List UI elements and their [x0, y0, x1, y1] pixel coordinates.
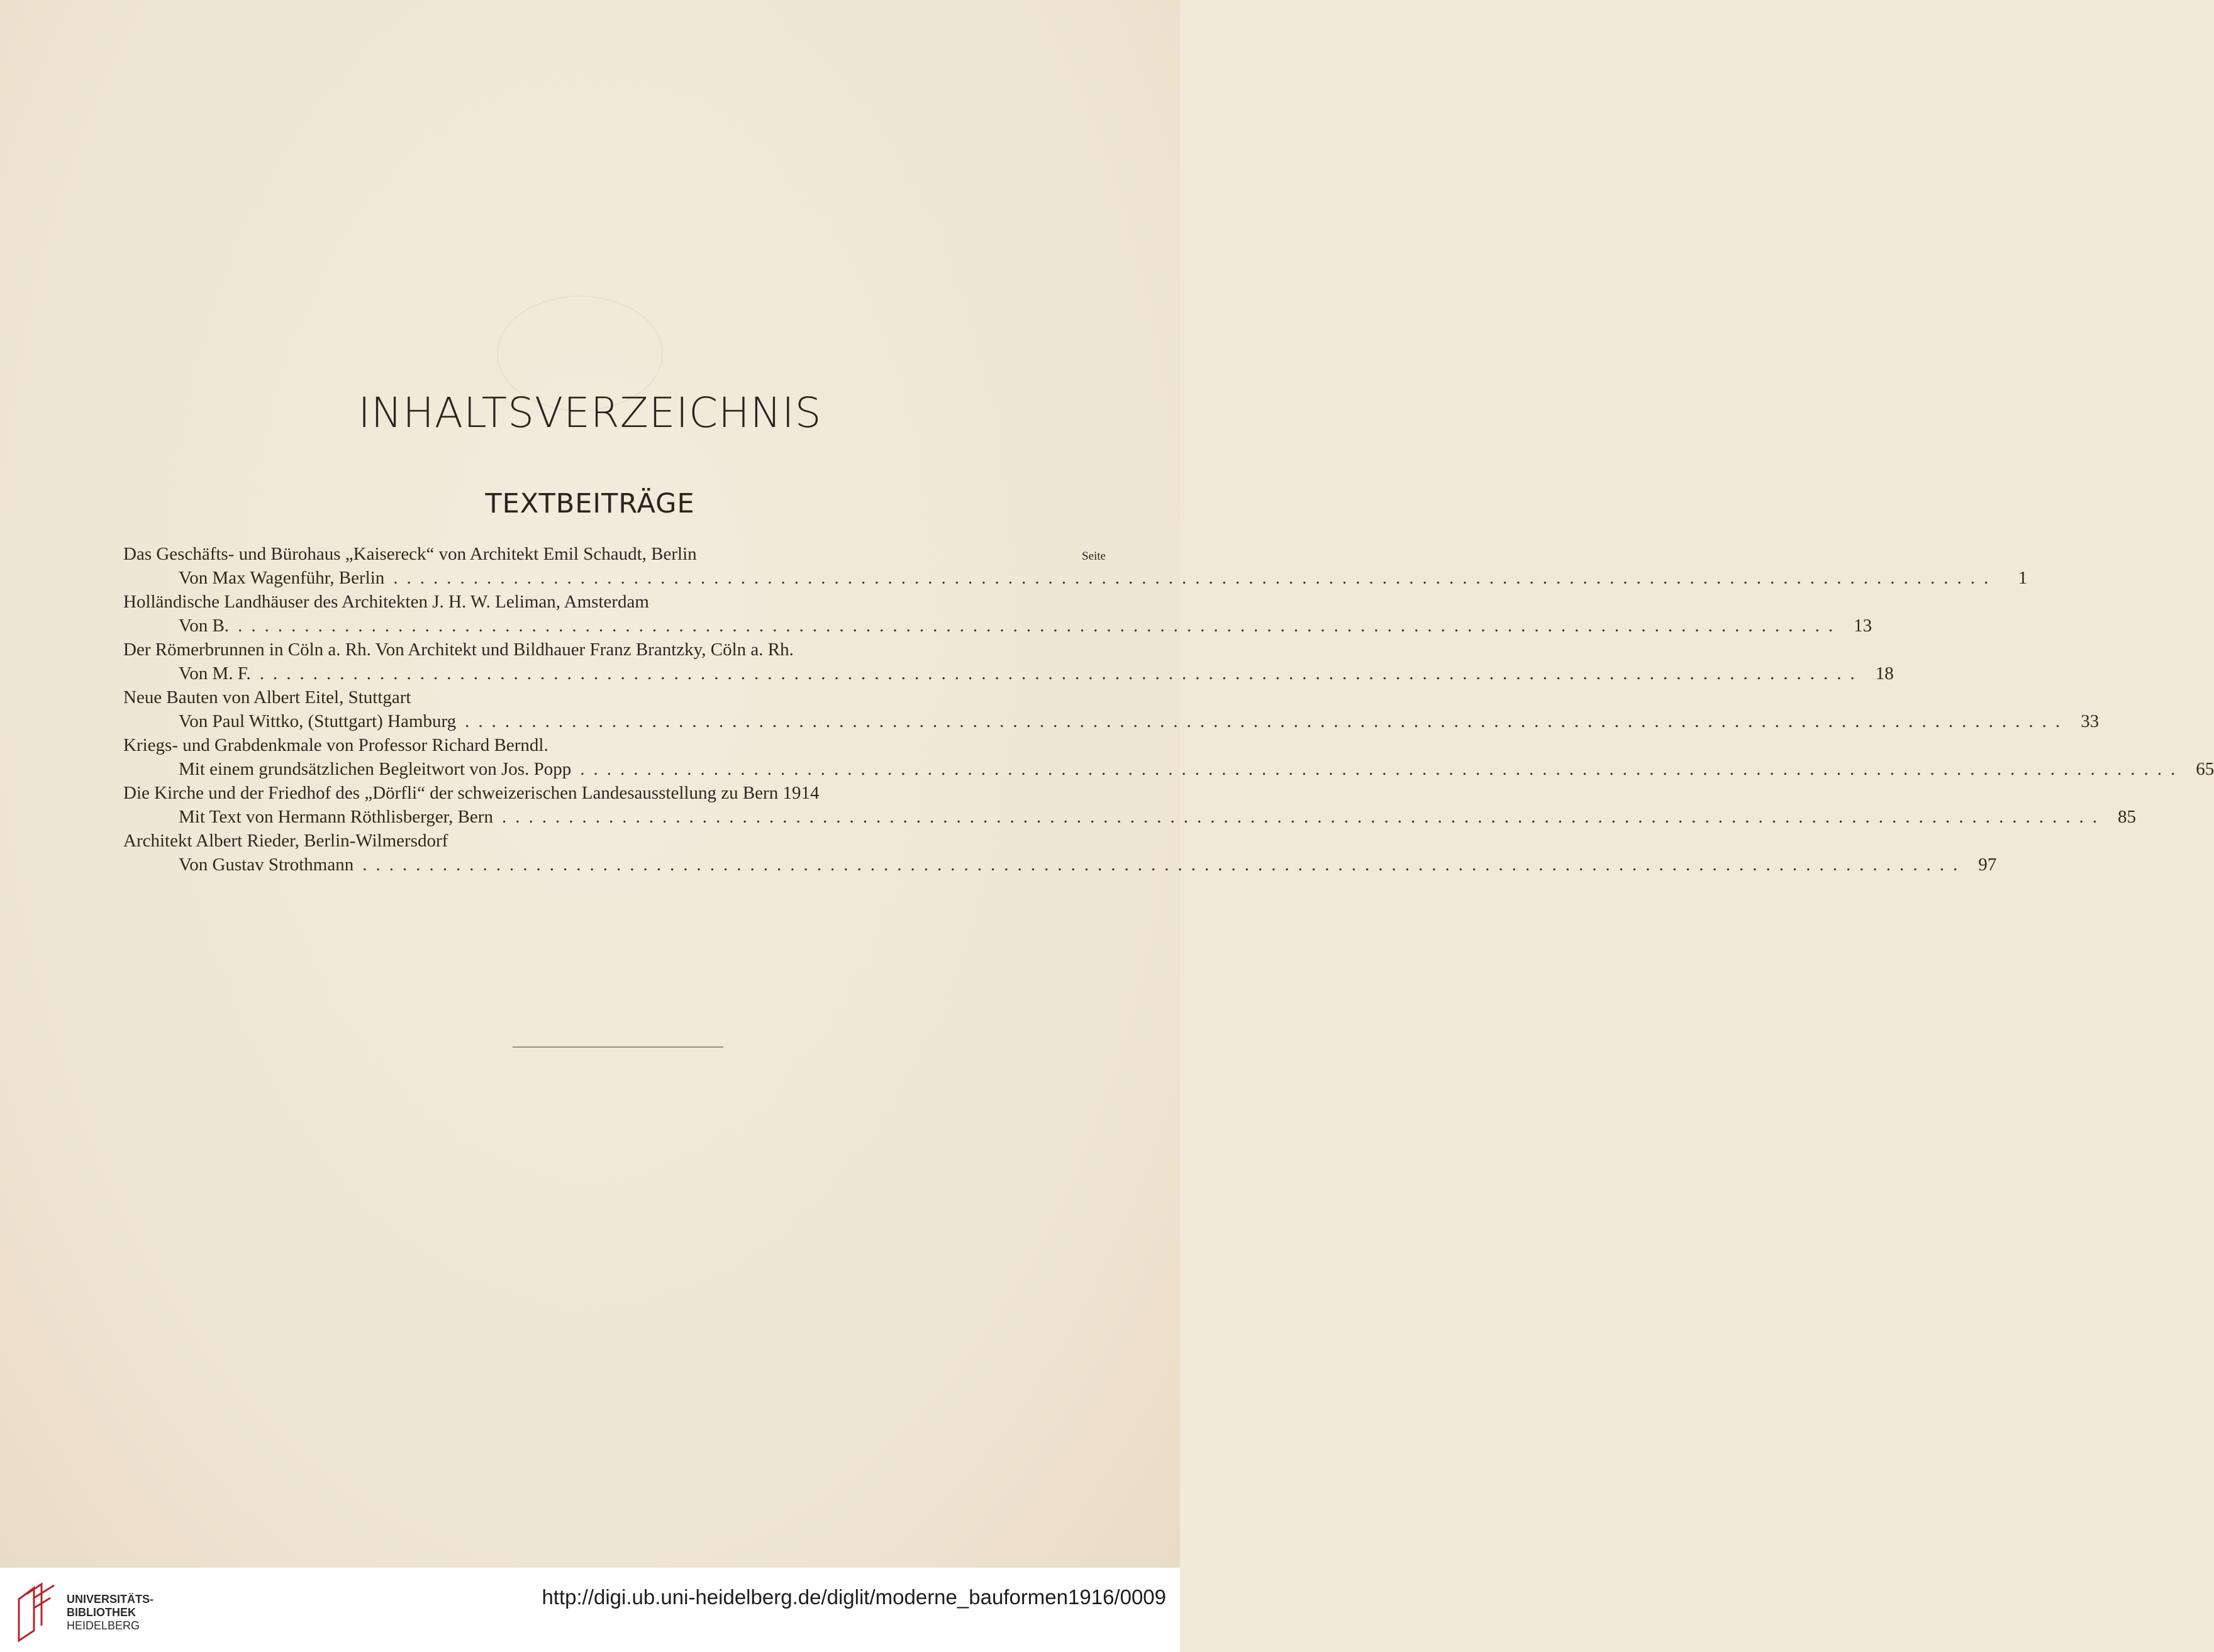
toc-entry-byline: Von Max Wagenführ, Berlin [179, 568, 385, 588]
toc-entries [123, 542, 2214, 877]
toc-entry-byline-row [123, 662, 1894, 685]
source-url[interactable]: http://digi.ub.uni-heidelberg.de/diglit/moderne_bauformen1916/0009 [542, 1585, 1166, 1609]
toc-entry-heading: Kriegs- und Grabdenkmale von Professor Richard Berndl. [123, 735, 548, 755]
toc-entry-byline: Von Gustav Strothmann [179, 855, 354, 875]
toc-entry-byline: Mit einem grundsätzlichen Begleitwort von Jos. Popp [179, 759, 572, 779]
toc-entry-byline: Von Paul Wittko, (Stuttgart) Hamburg [179, 711, 457, 731]
dot-leader: ........................................................................................................................ [501, 807, 2106, 827]
toc-entry [123, 733, 2214, 781]
toc-entry-byline-row [123, 805, 2136, 829]
dot-leader: ........................................................................................................................ [465, 711, 2069, 731]
dot-leader: ........................................................................................................................ [362, 855, 1967, 875]
library-name-line: BIBLIOTHEK [67, 1606, 136, 1619]
toc-entry-heading: Holländische Landhäuser des Architekten J. H. W. Leliman, Amsterdam [123, 592, 649, 612]
toc-entry-page-number: 33 [2081, 711, 2100, 731]
toc-entry-page-number: 13 [1854, 616, 1872, 636]
toc-entry-byline-row [123, 566, 2028, 590]
dot-leader: ........................................................................................................................ [259, 663, 1864, 684]
toc-entry-page-number: 97 [1978, 855, 1997, 875]
toc-entry-page-number: 18 [1875, 663, 1894, 684]
toc-entry-byline-row [123, 757, 2214, 781]
dot-leader: ........................................................................................................................ [393, 568, 1998, 588]
library-name-line: UNIVERSITÄTS- [67, 1593, 154, 1605]
toc-entry-heading: Neue Bauten von Albert Eitel, Stuttgart [123, 687, 411, 707]
toc-entry-byline-row [123, 614, 1872, 638]
dot-leader: ........................................................................................................................ [580, 759, 2184, 779]
toc-entry-page-number: 1 [2018, 568, 2028, 588]
toc-entry-page-number: 65 [2196, 759, 2214, 779]
toc-entry [123, 685, 2100, 733]
dot-leader: ........................................................................................................................ [238, 616, 1842, 636]
library-name [67, 1593, 153, 1633]
table-of-contents [123, 542, 2214, 877]
toc-entry [123, 590, 1872, 638]
toc-entry-heading: Die Kirche und der Friedhof des „Dörfli“ der schweizerischen Landesausstellung zu Bern 1914 [123, 783, 820, 803]
library-name-line: HEIDELBERG [67, 1619, 140, 1632]
toc-entry [123, 829, 1997, 877]
toc-entry-byline: Von M. F. [179, 663, 251, 684]
toc-entry-heading: Das Geschäfts- und Bürohaus „Kaisereck“ von Architekt Emil Schaudt, Berlin [123, 544, 697, 564]
section-heading: TEXTBEITRÄGE [485, 488, 695, 519]
toc-entry-page-number: 85 [2117, 807, 2136, 827]
toc-entry-heading: Der Römerbrunnen in Cöln a. Rh. Von Architekt und Bildhauer Franz Brantzky, Cöln a. Rh. [123, 640, 794, 660]
toc-entry-byline-row [123, 709, 2100, 733]
toc-entry-byline: Von B. [179, 616, 230, 636]
toc-entry [123, 638, 1894, 685]
page-title: INHALTSVERZEICHNIS [358, 389, 822, 437]
toc-entry-byline: Mit Text von Hermann Röthlisberger, Bern [179, 807, 493, 827]
end-rule [513, 1046, 723, 1048]
page-column-label: Seite [1082, 550, 1106, 563]
toc-entry-byline-row [123, 853, 1997, 877]
toc-entry [123, 542, 2028, 590]
library-logo-icon [13, 1580, 63, 1642]
toc-entry-heading: Architekt Albert Rieder, Berlin-Wilmersdorf [123, 831, 448, 851]
toc-entry [123, 781, 2136, 829]
footer-bar [0, 1568, 1180, 1652]
